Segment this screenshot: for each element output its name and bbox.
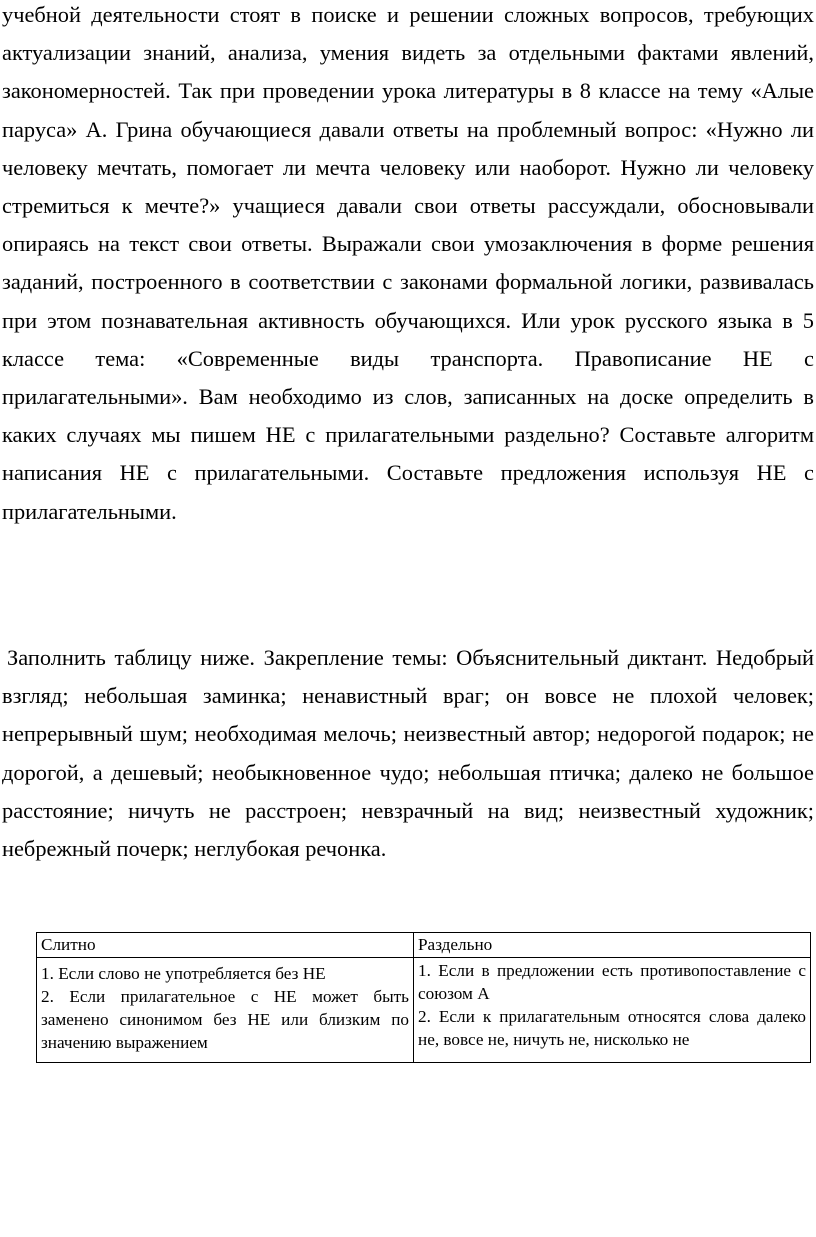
spelling-rules-table <box>36 932 811 1063</box>
rule-separately-1: 1. Если в предложении есть противопоставление с союзом А <box>418 961 806 1003</box>
header-together: Слитно <box>37 933 414 958</box>
rule-together-1: 1. Если слово не употребляется без НЕ <box>41 964 326 983</box>
rule-together-2: 2. Если прилагательное с НЕ может быть заменено синонимом без НЕ или близким по значению выражением <box>41 987 409 1052</box>
body-paragraph: учебной деятельности стоят в поиске и решении сложных вопросов, требующих актуализации знаний, анализа, умения видеть за отдельными фактами явлений, закономерностей. Так при проведении урока литературы в 8 классе на тему «Алые паруса» А. Грина обучающиеся давали ответы на проблемный вопрос: «Нужно ли человеку мечтать, помогает ли мечта человеку или наоборот. Нужно ли человеку стремиться к мечте?» учащиеся давали свои ответы рассуждали, обосновывали опираясь на текст свои ответы. Выражали свои умозаключения в форме решения заданий, построенного в соответствии с законами формальной логики, развивалась при этом познавательная активность обучающихся. Или урок русского языка в 5 классе тема: «Современные виды транспорта. Правописание НЕ с прилагательными». Вам необходимо из слов, записанных на доске определить в каких случаях мы пишем НЕ с прилагательными раздельно? Составьте алгоритм написания НЕ с прилагательными. Составьте предложения используя НЕ с прилагательными. <box>2 2 814 524</box>
header-separately: Раздельно <box>414 933 811 958</box>
rules-separately-cell <box>414 958 811 1063</box>
exercise-paragraph: Заполнить таблицу ниже. Закрепление темы: Объяснительный диктант. Недобрый взгляд; небольшая заминка; ненавистный враг; он вовсе не плохой человек; непрерывный шум; необходимая мелочь; неизвестный автор; недорогой подарок; не дорогой, а дешевый; необыкновенное чудо; небольшая птичка; далеко не большое расстояние; ничуть не расстроен; невзрачный на вид; неизвестный художник; небрежный почерк; неглубокая речонка. <box>2 645 814 862</box>
rule-separately-2: 2. Если к прилагательным относятся слова далеко не, вовсе не, ничуть не, нисколько не <box>418 1007 806 1049</box>
rules-together-cell <box>37 958 414 1063</box>
table-header-row <box>37 933 811 958</box>
table-row <box>37 958 811 1063</box>
